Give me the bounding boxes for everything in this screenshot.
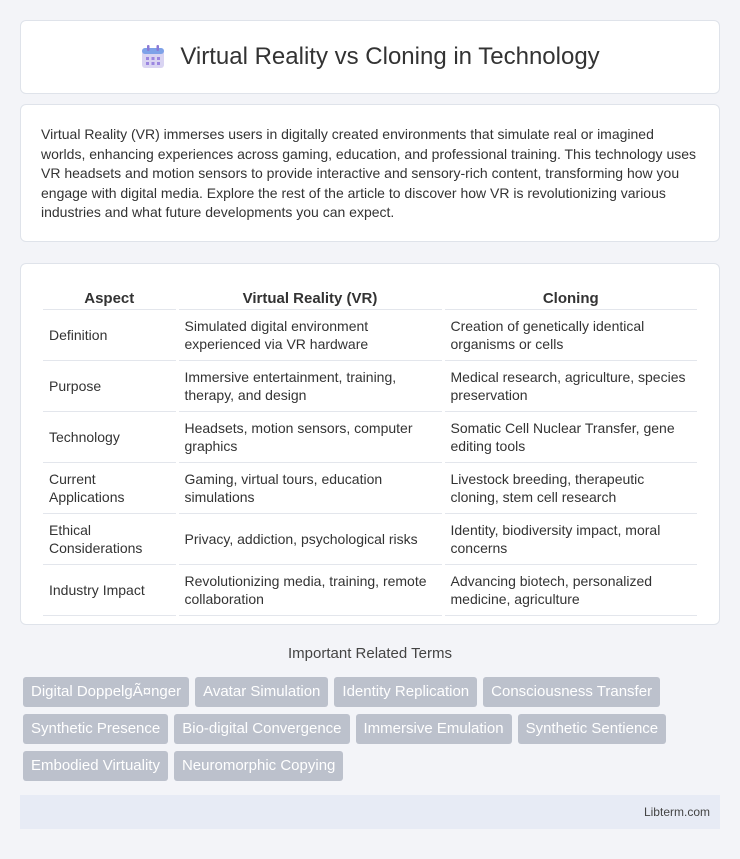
cell-cloning: Advancing biotech, personalized medicine, agriculture <box>443 565 697 616</box>
table-row <box>43 310 697 361</box>
header-aspect: Aspect <box>43 284 177 310</box>
intro-paragraph: Virtual Reality (VR) immerses users in digitally created environments that simulate real or imagined worlds, enhancing experiences across gaming, education, and professional training. This technology uses VR headsets and motion sensors to provide interactive and sensory-rich content, transforming how you engage with digital media. Explore the rest of the article to discover how VR is revolutionizing various industries and what future developments you can expect. <box>41 126 697 220</box>
calendar-icon <box>140 44 166 70</box>
footer <box>20 795 720 829</box>
related-term-tag[interactable]: Digital DoppelgÃ¤nger <box>23 677 189 707</box>
table-row <box>43 514 697 565</box>
cell-aspect: Definition <box>43 310 177 361</box>
related-term-tag[interactable]: Immersive Emulation <box>356 714 512 744</box>
table-header-row <box>43 284 697 310</box>
cell-cloning: Creation of genetically identical organisms or cells <box>443 310 697 361</box>
related-term-tag[interactable]: Identity Replication <box>334 677 477 707</box>
related-term-tag[interactable]: Embodied Virtuality <box>23 751 168 781</box>
cell-vr: Simulated digital environment experienced via VR hardware <box>177 310 443 361</box>
related-term-tag[interactable]: Consciousness Transfer <box>483 677 660 707</box>
table-row <box>43 412 697 463</box>
cell-vr: Headsets, motion sensors, computer graphics <box>177 412 443 463</box>
related-term-tag[interactable]: Neuromorphic Copying <box>174 751 343 781</box>
related-terms-list <box>23 677 723 781</box>
cell-vr: Immersive entertainment, training, therapy, and design <box>177 361 443 412</box>
intro-card <box>20 104 720 242</box>
cell-vr: Gaming, virtual tours, education simulations <box>177 463 443 514</box>
header-cloning: Cloning <box>443 284 697 310</box>
comparison-table-card <box>20 263 720 625</box>
cell-aspect: Industry Impact <box>43 565 177 616</box>
cell-cloning: Livestock breeding, therapeutic cloning, stem cell research <box>443 463 697 514</box>
table-row <box>43 463 697 514</box>
related-terms-title: Important Related Terms <box>288 645 452 662</box>
cell-aspect: Ethical Considerations <box>43 514 177 565</box>
related-term-tag[interactable]: Avatar Simulation <box>195 677 328 707</box>
page-title: Virtual Reality vs Cloning in Technology <box>180 43 600 70</box>
related-term-tag[interactable]: Bio-digital Convergence <box>174 714 349 744</box>
related-term-tag[interactable]: Synthetic Presence <box>23 714 168 744</box>
cell-aspect: Current Applications <box>43 463 177 514</box>
footer-site-link[interactable]: Libterm.com <box>643 805 710 819</box>
related-term-tag[interactable]: Synthetic Sentience <box>518 714 667 744</box>
title-card <box>20 20 720 94</box>
title-wrap <box>140 43 599 71</box>
cell-vr: Revolutionizing media, training, remote collaboration <box>177 565 443 616</box>
cell-aspect: Technology <box>43 412 177 463</box>
cell-vr: Privacy, addiction, psychological risks <box>177 514 443 565</box>
cell-cloning: Medical research, agriculture, species preservation <box>443 361 697 412</box>
header-vr: Virtual Reality (VR) <box>177 284 443 310</box>
cell-cloning: Identity, biodiversity impact, moral concerns <box>443 514 697 565</box>
cell-cloning: Somatic Cell Nuclear Transfer, gene editing tools <box>443 412 697 463</box>
cell-aspect: Purpose <box>43 361 177 412</box>
table-row <box>43 361 697 412</box>
table-row <box>43 565 697 616</box>
comparison-table <box>43 284 697 616</box>
